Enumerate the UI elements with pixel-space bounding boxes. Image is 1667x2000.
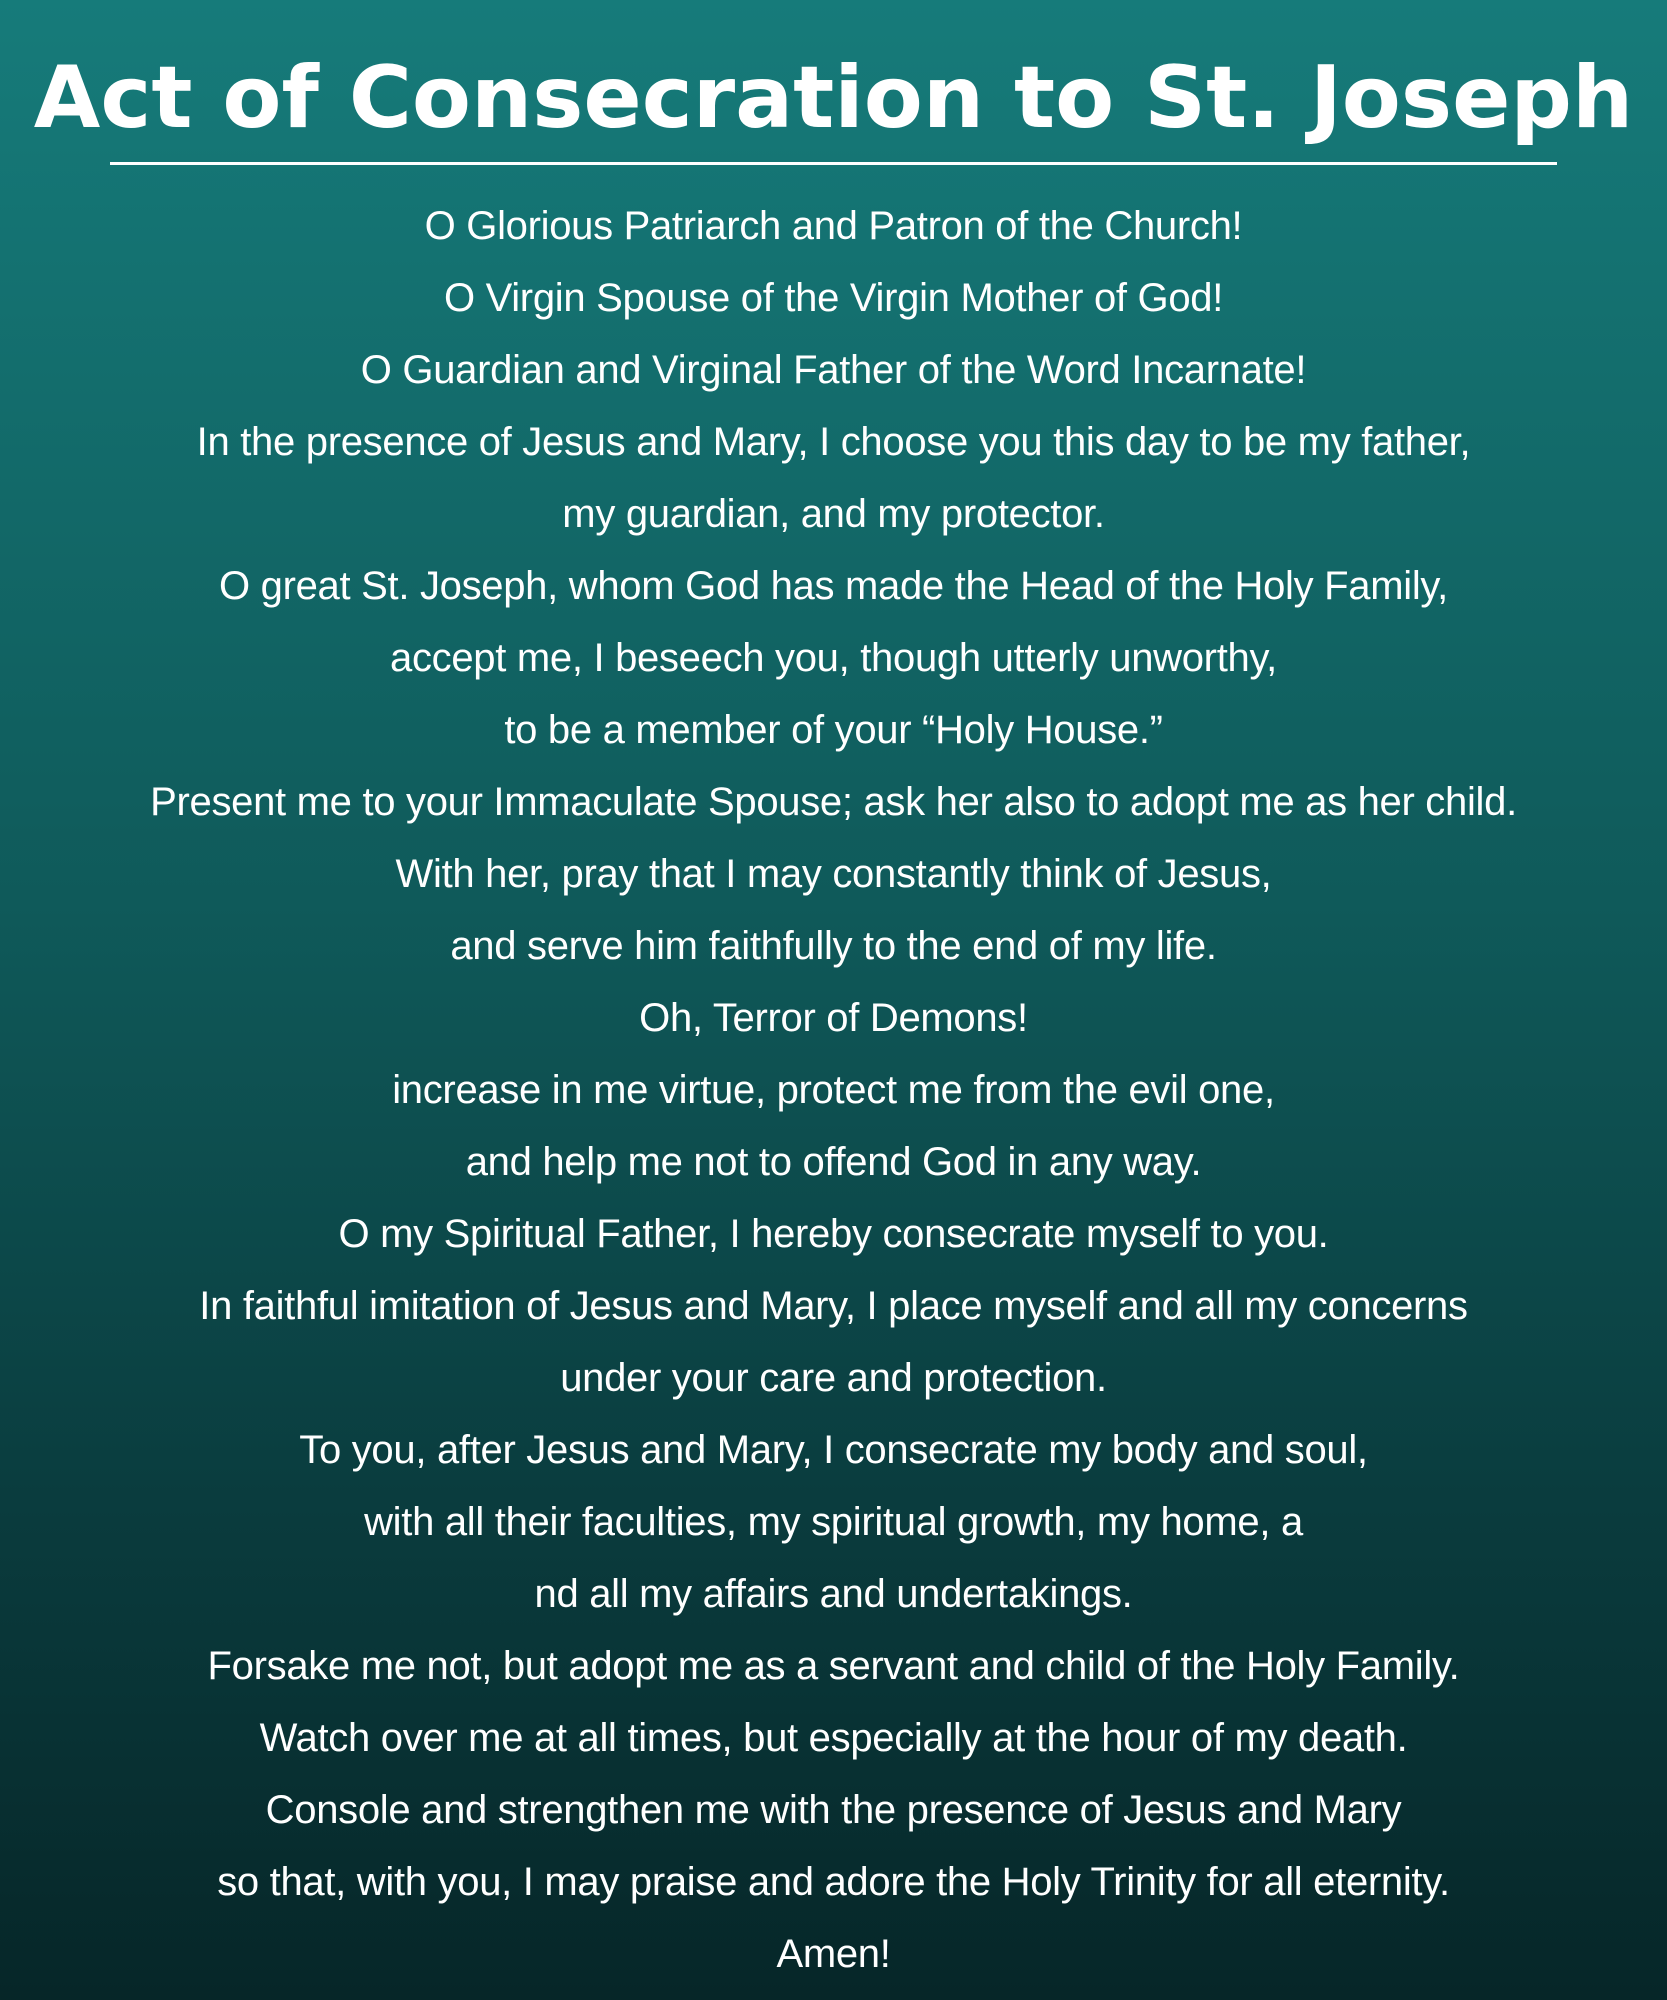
prayer-line: my guardian, and my protector.: [562, 492, 1105, 536]
prayer-line: accept me, I beseech you, though utterly unworthy,: [390, 636, 1277, 680]
prayer-line: O Glorious Patriarch and Patron of the Church!: [424, 204, 1243, 248]
prayer-line: Oh, Terror of Demons!: [639, 996, 1028, 1040]
prayer-line: O Guardian and Virginal Father of the Word Incarnate!: [360, 348, 1307, 392]
prayer-line: Forsake me not, but adopt me as a servant and child of the Holy Family.: [207, 1644, 1460, 1688]
prayer-text: [0, 190, 1667, 1990]
prayer-line: Watch over me at all times, but especially at the hour of my death.: [259, 1716, 1408, 1760]
prayer-line: and help me not to offend God in any way.: [465, 1140, 1202, 1184]
prayer-line: In faithful imitation of Jesus and Mary, I place myself and all my concerns: [199, 1284, 1468, 1328]
prayer-line: O my Spiritual Father, I hereby consecrate myself to you.: [338, 1212, 1329, 1256]
prayer-line: with all their faculties, my spiritual growth, my home, a: [364, 1500, 1303, 1544]
prayer-line: O Virgin Spouse of the Virgin Mother of God!: [443, 276, 1224, 320]
prayer-line: nd all my affairs and undertakings.: [534, 1572, 1133, 1616]
prayer-line: In the presence of Jesus and Mary, I choose you this day to be my father,: [196, 420, 1471, 464]
prayer-line: With her, pray that I may constantly think of Jesus,: [395, 852, 1272, 896]
prayer-line: To you, after Jesus and Mary, I consecrate my body and soul,: [299, 1428, 1368, 1472]
prayer-line: under your care and protection.: [560, 1356, 1107, 1400]
prayer-line: Present me to your Immaculate Spouse; ask her also to adopt me as her child.: [150, 780, 1517, 824]
prayer-line-amen: Amen!: [776, 1932, 891, 1976]
prayer-line: to be a member of your “Holy House.”: [504, 708, 1163, 752]
title-divider: [110, 162, 1557, 165]
page-title: Act of Consecration to St. Joseph: [33, 48, 1634, 148]
prayer-line: increase in me virtue, protect me from the evil one,: [392, 1068, 1275, 1112]
prayer-line: so that, with you, I may praise and adore the Holy Trinity for all eternity.: [217, 1860, 1450, 1904]
prayer-line: O great St. Joseph, whom God has made the Head of the Holy Family,: [219, 564, 1448, 608]
prayer-line: and serve him faithfully to the end of my life.: [450, 924, 1217, 968]
prayer-line: Console and strengthen me with the presence of Jesus and Mary: [265, 1788, 1402, 1832]
